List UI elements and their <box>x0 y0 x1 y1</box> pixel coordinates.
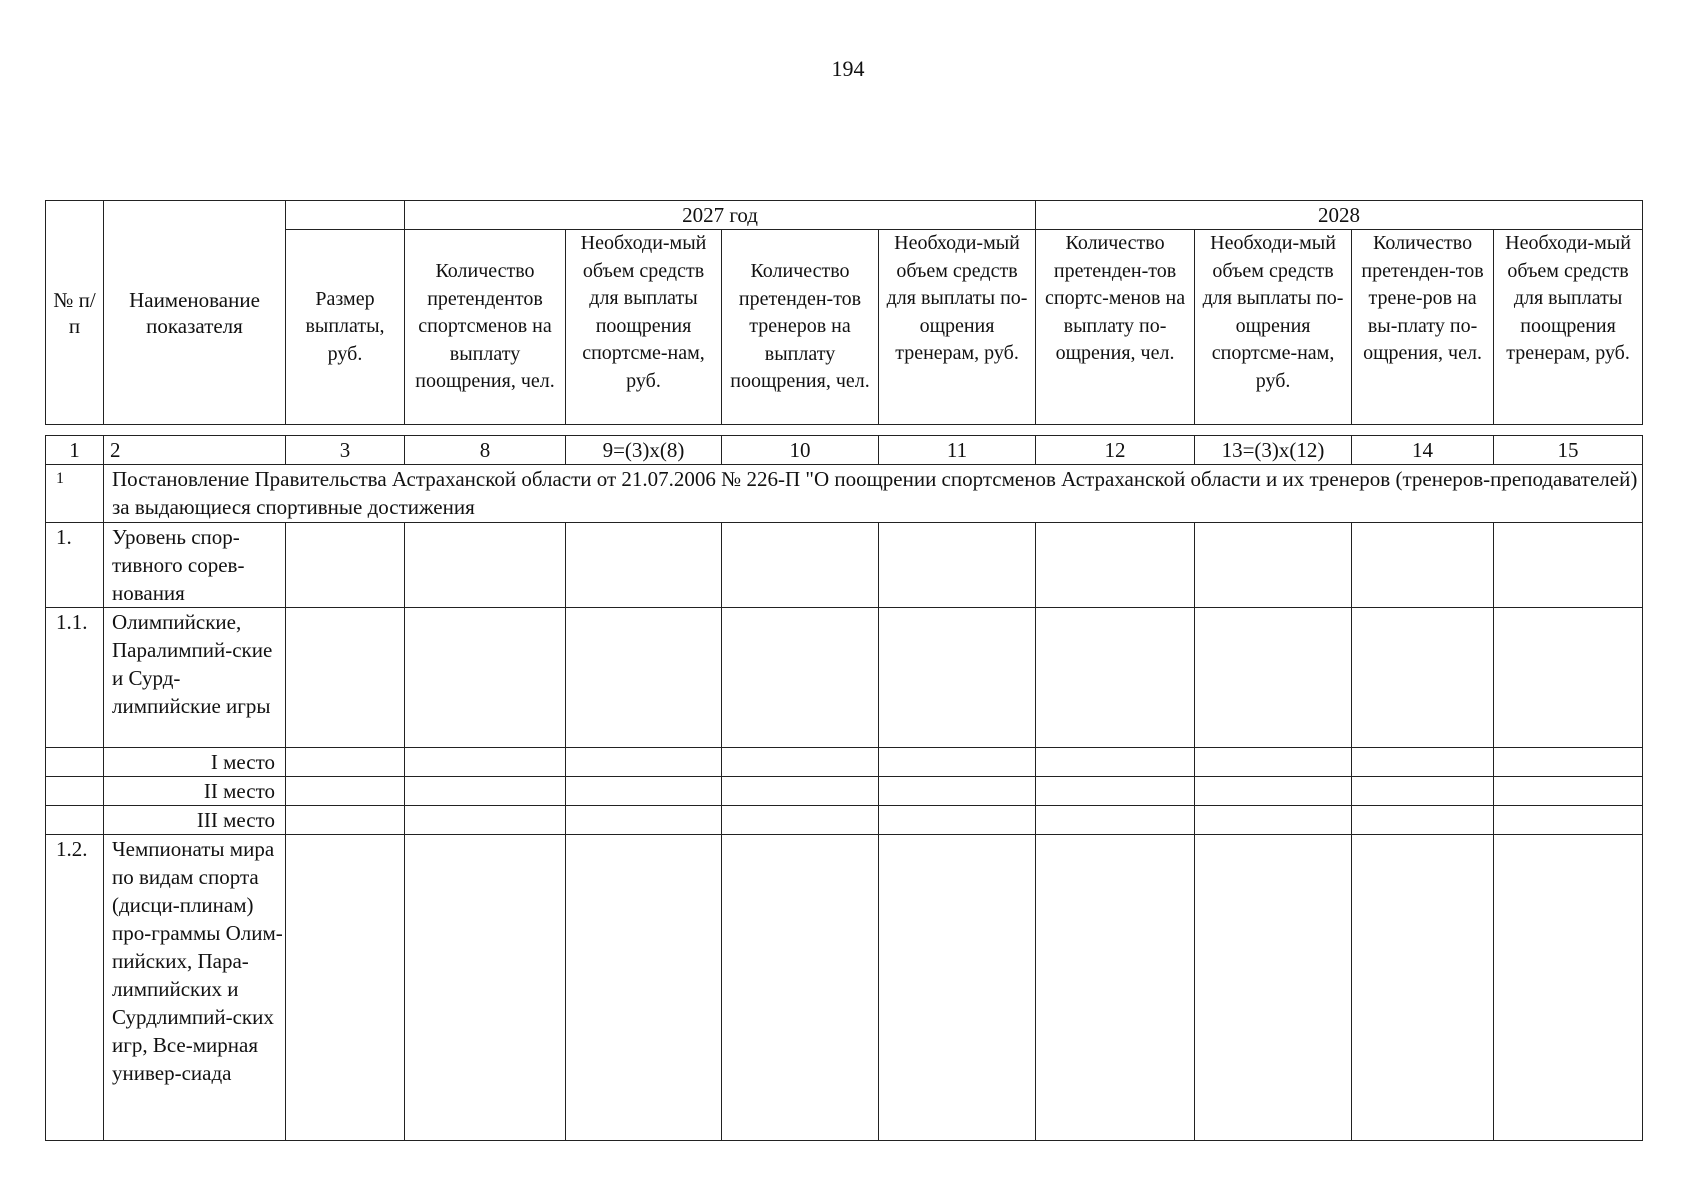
header-2028-coaches-count: Количество претенден-тов трене-ров на вы-плату по-ощрения, чел. <box>1352 230 1494 425</box>
row-number: 1 <box>46 465 104 523</box>
column-numbers-row <box>46 436 1643 465</box>
table-row <box>46 806 1643 835</box>
header-2028-athletes-count: Количество претенден-тов спортс-менов на выплату по-ощрения, чел. <box>1036 230 1195 425</box>
indicator-name: Чемпионаты мира по видам спорта (дисци-плинам) про-граммы Олим-пийских, Пара-лимпийских и Сурдлимпий-ских игр, Все-мирная универ-сиада <box>104 835 286 1141</box>
table-body <box>45 435 1643 1141</box>
table-row <box>46 465 1643 523</box>
column-number: 1 <box>46 436 104 465</box>
header-2027-coaches-count: Количество претенден-тов тренеров на выплату поощрения, чел. <box>722 230 879 425</box>
header-2027-athletes-count: Количество претендентов спортсменов на выплату поощрения, чел. <box>405 230 566 425</box>
column-number: 14 <box>1352 436 1494 465</box>
table-row <box>46 777 1643 806</box>
header-2027-athletes-funds: Необходи-мый объем средств для выплаты поощрения спортсме-нам, руб. <box>566 230 722 425</box>
column-number: 8 <box>405 436 566 465</box>
place-label: II место <box>104 777 286 806</box>
header-2028-coaches-funds: Необходи-мый объем средств для выплаты поощрения тренерам, руб. <box>1494 230 1643 425</box>
header-empty <box>286 201 405 230</box>
column-number: 12 <box>1036 436 1195 465</box>
column-number: 15 <box>1494 436 1643 465</box>
table-row <box>46 748 1643 777</box>
header-2027-coaches-funds: Необходи-мый объем средств для выплаты по-ощрения тренерам, руб. <box>879 230 1036 425</box>
column-number: 2 <box>104 436 286 465</box>
header-2028-athletes-funds: Необходи-мый объем средств для выплаты по-ощрения спортсме-нам, руб. <box>1195 230 1352 425</box>
indicator-name: Олимпийские, Паралимпий-ские и Сурд-лимпийские игры <box>104 608 286 748</box>
header-payment-size: Размер выплаты, руб. <box>286 230 405 425</box>
column-number: 3 <box>286 436 405 465</box>
row-number: 1.1. <box>46 608 104 748</box>
header-number: № п/п <box>46 201 104 425</box>
header-year-2028: 2028 <box>1036 201 1643 230</box>
header-year-2027: 2027 год <box>405 201 1036 230</box>
page-number: 194 <box>831 56 865 81</box>
table-row <box>46 523 1643 608</box>
place-label: I место <box>104 748 286 777</box>
row-number: 1.2. <box>46 835 104 1141</box>
decree-title: Постановление Правительства Астраханской области от 21.07.2006 № 226-П "О поощрении спортсменов Астраханской области и их тренеров (тренеров-преподавателей) за выдающиеся спортивные достижения <box>104 465 1643 523</box>
row-number: 1. <box>46 523 104 608</box>
place-label: III место <box>104 806 286 835</box>
table-row <box>46 835 1643 1141</box>
table-row <box>46 608 1643 748</box>
column-number: 11 <box>879 436 1036 465</box>
column-number: 9=(3)х(8) <box>566 436 722 465</box>
column-number: 13=(3)х(12) <box>1195 436 1352 465</box>
table-header <box>45 200 1643 425</box>
column-number: 10 <box>722 436 879 465</box>
indicator-name: Уровень спор-тивного сорев-нования <box>104 523 286 608</box>
header-name: Наименование показателя <box>104 201 286 425</box>
